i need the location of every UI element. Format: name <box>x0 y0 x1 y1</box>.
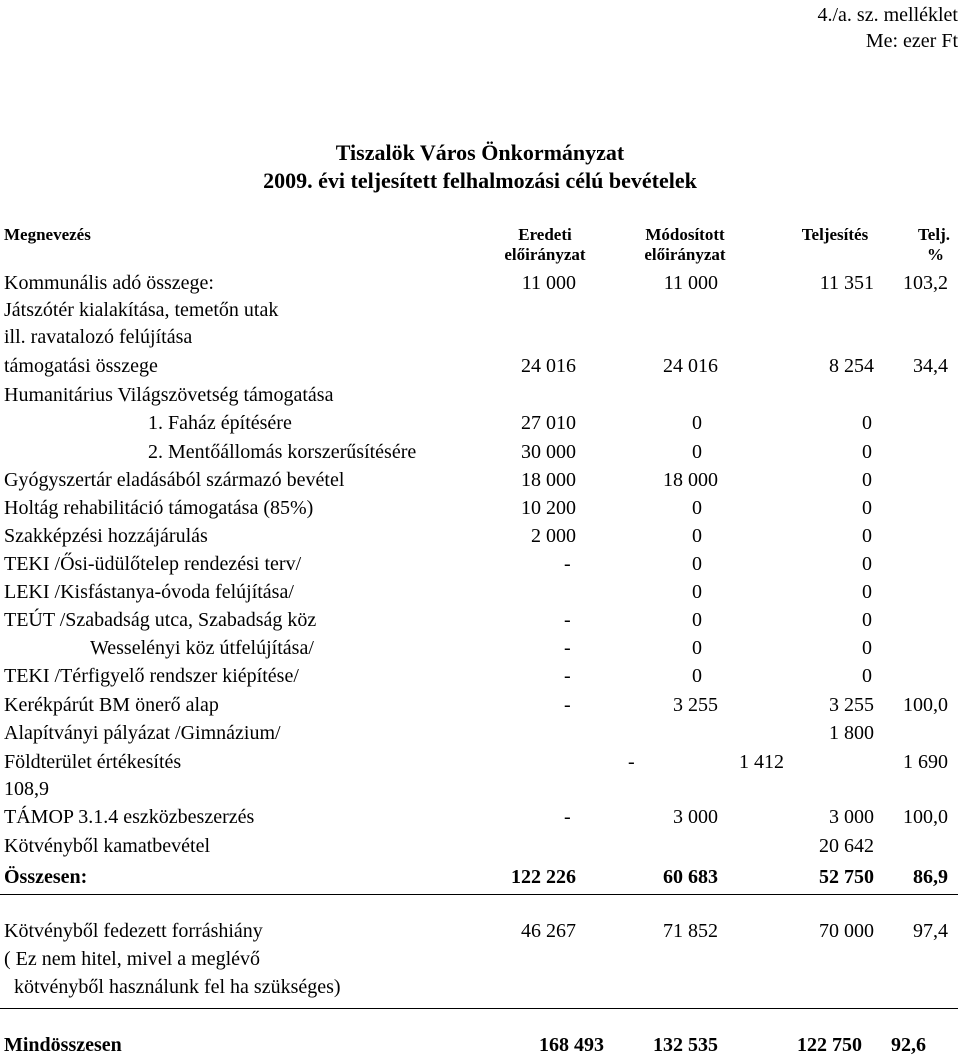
row-12-name: TEÚT /Szabadság utca, Szabadság köz <box>4 609 317 631</box>
row-6-name: 2. Mentőállomás korszerűsítésére <box>148 441 417 463</box>
row-7-modified: 18 000 <box>663 469 718 491</box>
row-19-pct: 100,0 <box>903 806 948 828</box>
row-9-modified: 0 <box>692 525 702 547</box>
total-pct: 86,9 <box>913 866 948 888</box>
row-20-actual: 20 642 <box>819 835 874 857</box>
row-13-actual: 0 <box>862 637 872 659</box>
row-6-modified: 0 <box>692 441 702 463</box>
row-11-modified: 0 <box>692 581 702 603</box>
bond-pct: 97,4 <box>913 920 948 942</box>
bond-original: 46 267 <box>521 920 576 942</box>
row-19-original: - <box>564 806 571 828</box>
note-underline <box>0 1008 958 1009</box>
row-19-actual: 3 000 <box>829 806 874 828</box>
row-19-modified: 3 000 <box>673 806 718 828</box>
column-header-actual: Teljesítés <box>801 225 869 244</box>
row-7-original: 18 000 <box>521 469 576 491</box>
column-header-modified: Módosított előirányzat <box>644 225 726 264</box>
row-0-modified: 11 000 <box>663 272 718 294</box>
row-5-original: 27 010 <box>521 412 576 434</box>
row-0-name: Kommunális adó összege: <box>4 272 214 294</box>
row-13-name: Wesselényi köz útfelújítása/ <box>90 637 314 659</box>
grand-total-modified: 132 535 <box>653 1034 718 1056</box>
total-label: Összesen: <box>4 866 88 888</box>
document-subtitle: 2009. évi teljesített felhalmozási célú bevételek <box>263 168 697 193</box>
row-9-name: Szakképzési hozzájárulás <box>4 525 208 547</box>
document-title: Tiszalök Város Önkormányzat <box>335 140 625 165</box>
row-12-original: - <box>564 609 571 631</box>
bond-label: Kötvényből fedezett forráshiány <box>4 920 263 942</box>
row-10-actual: 0 <box>862 553 872 575</box>
row-0-original: 11 000 <box>521 272 576 294</box>
total-modified: 60 683 <box>663 866 718 888</box>
annex-label: 4./a. sz. melléklet <box>817 4 958 26</box>
total-underline <box>0 894 958 895</box>
row-14-actual: 0 <box>862 665 872 687</box>
row-6-original: 30 000 <box>521 441 576 463</box>
row-17-actual: 1 412 <box>739 751 784 773</box>
row-7-actual: 0 <box>862 469 872 491</box>
row-10-modified: 0 <box>692 553 702 575</box>
row-18-name: 108,9 <box>4 778 49 800</box>
row-15-actual: 3 255 <box>829 694 874 716</box>
total-original: 122 226 <box>511 866 576 888</box>
row-8-original: 10 200 <box>521 497 576 519</box>
row-5-name: 1. Faház építésére <box>148 412 292 434</box>
grand-total-label: Mindösszesen <box>4 1034 122 1056</box>
row-14-name: TEKI /Térfigyelő rendszer kiépítése/ <box>4 665 299 687</box>
bond-actual: 70 000 <box>819 920 874 942</box>
unit-label: Me: ezer Ft <box>865 30 958 52</box>
column-header-original: Eredeti előirányzat <box>504 225 586 264</box>
row-10-original: - <box>564 553 571 575</box>
row-5-modified: 0 <box>692 412 702 434</box>
row-11-actual: 0 <box>862 581 872 603</box>
row-8-name: Holtág rehabilitáció támogatása (85%) <box>4 497 314 519</box>
row-8-modified: 0 <box>692 497 702 519</box>
note-line2: kötvényből használunk fel ha szükséges) <box>14 976 341 998</box>
row-15-name: Kerékpárút BM önerő alap <box>4 694 219 716</box>
row-5-actual: 0 <box>862 412 872 434</box>
row-4-name: Humanitárius Világszövetség támogatása <box>4 384 334 406</box>
row-0-pct: 103,2 <box>903 272 948 294</box>
row-7-name: Gyógyszertár eladásából származó bevétel <box>4 469 345 491</box>
grand-total-actual: 122 750 <box>797 1034 862 1056</box>
row-9-original: 2 000 <box>531 525 576 547</box>
total-actual: 52 750 <box>819 866 874 888</box>
row-19-name: TÁMOP 3.1.4 eszközbeszerzés <box>4 806 255 828</box>
row-11-name: LEKI /Kisfástanya-óvoda felújítása/ <box>4 581 294 603</box>
row-3-pct: 34,4 <box>913 355 948 377</box>
row-6-actual: 0 <box>862 441 872 463</box>
row-3-modified: 24 016 <box>663 355 718 377</box>
row-3-name: támogatási összege <box>4 355 158 377</box>
column-header-pct: Telj. % <box>918 225 950 264</box>
row-1-name: Játszótér kialakítása, temetőn utak <box>4 299 279 321</box>
row-10-name: TEKI /Ősi-üdülőtelep rendezési terv/ <box>4 553 302 575</box>
row-3-actual: 8 254 <box>829 355 874 377</box>
note-line1: ( Ez nem hitel, mivel a meglévő <box>4 948 261 970</box>
row-14-modified: 0 <box>692 665 702 687</box>
row-12-actual: 0 <box>862 609 872 631</box>
row-0-actual: 11 351 <box>819 272 874 294</box>
bond-modified: 71 852 <box>663 920 718 942</box>
row-15-modified: 3 255 <box>673 694 718 716</box>
row-15-pct: 100,0 <box>903 694 948 716</box>
grand-total-pct: 92,6 <box>891 1034 926 1056</box>
row-15-original: - <box>564 694 571 716</box>
row-17-modified: - <box>628 751 635 773</box>
column-header-name: Megnevezés <box>4 225 91 244</box>
row-14-original: - <box>564 665 571 687</box>
row-2-name: ill. ravatalozó felújítása <box>4 326 193 348</box>
row-17-name: Földterület értékesítés <box>4 751 182 773</box>
row-17-pct: 1 690 <box>903 751 948 773</box>
row-8-actual: 0 <box>862 497 872 519</box>
row-16-actual: 1 800 <box>829 722 874 744</box>
row-9-actual: 0 <box>862 525 872 547</box>
row-20-name: Kötvényből kamatbevétel <box>4 835 211 857</box>
row-13-modified: 0 <box>692 637 702 659</box>
grand-total-original: 168 493 <box>539 1034 604 1056</box>
row-13-original: - <box>564 637 571 659</box>
row-16-name: Alapítványi pályázat /Gimnázium/ <box>4 722 281 744</box>
row-3-original: 24 016 <box>521 355 576 377</box>
row-12-modified: 0 <box>692 609 702 631</box>
